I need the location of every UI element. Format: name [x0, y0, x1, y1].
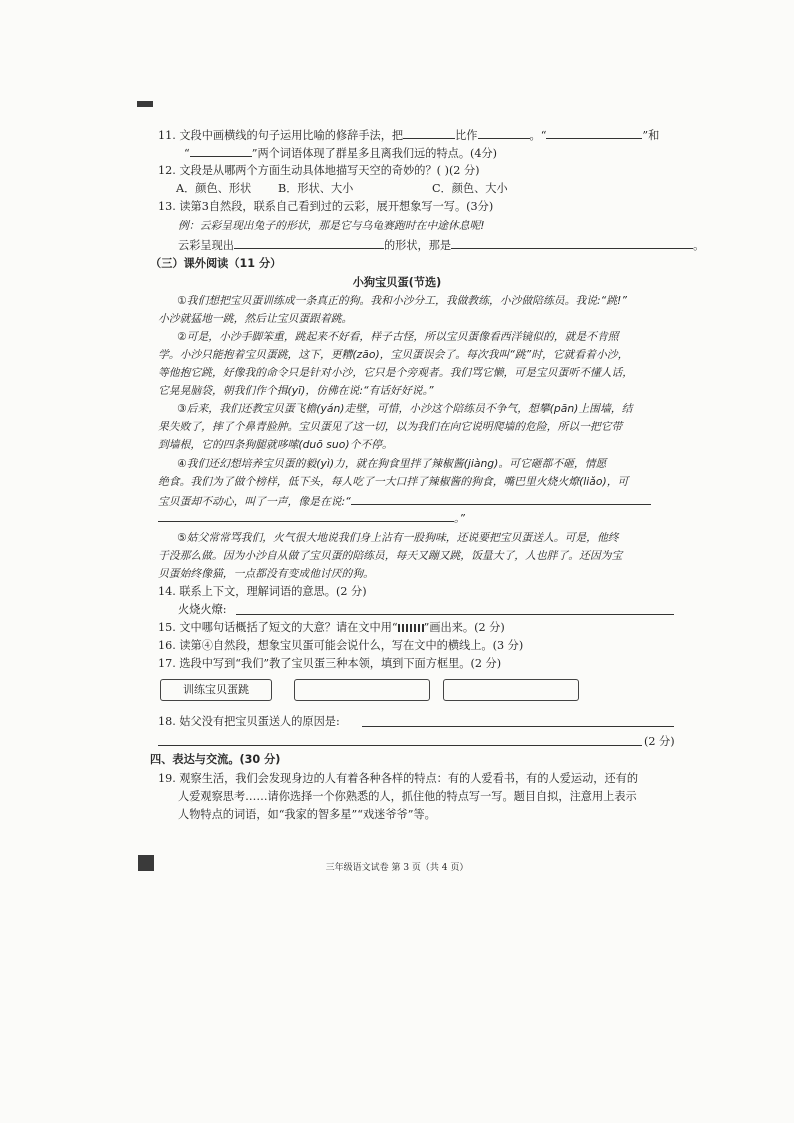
q14-answer-line[interactable] [236, 614, 674, 615]
question-16: 16. 读第④自然段，想象宝贝蛋可能会说什么，写在文中的横线上。(3 分) [158, 639, 524, 652]
passage-p1-line-1: ①我们想把宝贝蛋训练成一条真正的狗。我和小沙分工，我做教练，小沙做陪练员。我说:“跳!” [177, 294, 627, 307]
q18-score: (2 分) [644, 735, 675, 748]
passage-p3-line-2: 果失败了，摔了个鼻青脸肿。宝贝蛋见了这一切，以为我们在向它说明爬墙的危险，所以一把它带 [158, 420, 623, 433]
passage-p3-line-3: 到墙根，它的四条狗腿就哆嗦(duō suo)个不停。 [158, 438, 393, 451]
passage-title: 小狗宝贝蛋(节选) [352, 276, 442, 289]
q17-box-2[interactable] [294, 679, 430, 701]
q18-answer-line-1[interactable] [362, 726, 674, 727]
q14-term: 火烧火燎: [178, 603, 227, 616]
passage-p4-line-1: ④我们还幻想培养宝贝蛋的毅(yì)力，就在狗食里拌了辣椒酱(jiàng)。可它砸都不砸，情愿 [177, 457, 607, 470]
passage-p2-line-2: 学。小沙只能抱着宝贝蛋跳，这下，更糟(zāo)，宝贝蛋误会了。每次我叫“跳”时，它就看着小沙， [158, 348, 629, 361]
q16-answer-blank-2[interactable] [158, 510, 454, 522]
passage-p5-line-3: 贝蛋始终像猫，一点都没有变成他讨厌的狗。 [158, 567, 374, 580]
passage-p4-line-2: 绝食。我们为了做个榜样，低下头，每人吃了一大口拌了辣椒酱的狗食，嘴巴里火烧火燎(liǎo)，可 [158, 475, 629, 488]
q18-answer-line-2[interactable] [158, 745, 642, 746]
passage-p1-line-2: 小沙就猛地一跳，然后让宝贝蛋跟着跳。 [158, 312, 353, 325]
q12-option-b[interactable]: B．形状、大小 [278, 182, 354, 195]
q13-fill-line: 云彩呈现出 的形状，那是 。 [178, 239, 705, 252]
q11-blank-3[interactable] [546, 127, 642, 139]
question-19-line-2: 人爱观察思考……请你选择一个你熟悉的人，抓住他的特点写一写。题目自拟，注意用上表示 [178, 790, 637, 803]
question-12: 12. 文段是从哪两个方面生动具体地描写天空的奇妙的？( )(2 分) [158, 164, 480, 177]
passage-p2-line-3: 等他抱它跳，好像我的命令只是针对小沙，它只是个旁观者。我们骂它懒，可是宝贝蛋听不懂人话， [158, 366, 634, 379]
question-19-line-1: 19. 观察生活，我们会发现身边的人有着各种各样的特点：有的人爱看书，有的人爱运动，还有的 [158, 772, 639, 785]
q11-blank-2[interactable] [478, 127, 530, 139]
q16-answer-blank-1[interactable] [351, 493, 651, 505]
section-4-heading: 四、表达与交流。(30 分) [150, 753, 281, 766]
q13-blank-1[interactable] [234, 237, 384, 249]
question-11-line-2: “ ”两个词语体现了群星多且离我们远的特点。(4分) [184, 147, 498, 160]
section-3-heading: （三）课外阅读（11 分） [150, 257, 282, 270]
q13-example: 例：云彩呈现出兔子的形状，那是它与乌龟赛跑时在中途休息呢! [178, 219, 485, 232]
question-17: 17. 选段中写到“我们”教了宝贝蛋三种本领，填到下面方框里。(2 分) [158, 657, 502, 670]
passage-p2-line-4: 它晃晃脑袋，朝我们作个揖(yī)，仿佛在说:“有话好好说。” [158, 384, 434, 397]
question-14: 14. 联系上下文，理解词语的意思。(2 分) [158, 585, 367, 598]
question-18: 18. 姑父没有把宝贝蛋送人的原因是: [158, 715, 340, 728]
question-19-line-3: 人物特点的词语，如“我家的智多星”“戏迷爷爷”等。 [178, 808, 436, 821]
q12-option-c[interactable]: C．颜色、大小 [432, 182, 508, 195]
wavy-underline-icon [398, 624, 424, 632]
passage-p4-line-4: 。” [158, 510, 465, 527]
q12-option-a[interactable]: A．颜色、形状 [176, 182, 252, 195]
question-11-line-1: 11. 文段中画横线的句子运用比喻的修辞手法，把 比作 。“ ”和 [158, 129, 660, 142]
q11-blank-1[interactable] [403, 127, 455, 139]
q13-blank-2[interactable] [451, 237, 693, 249]
q11-blank-4[interactable] [190, 145, 252, 157]
q17-box-1: 训练宝贝蛋跳 [160, 679, 272, 701]
passage-p4-line-3: 宝贝蛋却不动心，叫了一声，像是在说:“ [158, 493, 651, 510]
question-15: 15. 文中哪句话概括了短文的大意？请在文中用“ ”画出来。(2 分) [158, 621, 505, 634]
page-footer: 三年级语文试卷 第 3 页（共 4 页） [325, 863, 469, 873]
passage-p3-line-1: ③后来，我们还教宝贝蛋飞檐(yán)走壁，可惜，小沙这个陪练员不争气，想攀(pān)上围墙，结 [177, 402, 633, 415]
passage-p5-line-2: 于没那么做。因为小沙自从做了宝贝蛋的陪练员，每天又蹦又跳，饭量大了，人也胖了。还因为宝 [158, 549, 623, 562]
registration-mark-top [137, 101, 153, 107]
question-13: 13. 读第3自然段，联系自己看到过的云彩，展开想象写一写。(3分) [158, 200, 494, 213]
passage-p5-line-1: ⑤姑父常常骂我们，火气很大地说我们身上沾有一股狗味，还说要把宝贝蛋送人。可是，他终 [177, 531, 619, 544]
passage-p2-line-1: ②可是，小沙手脚笨重，跳起来不好看，样子古怪，所以宝贝蛋像看西洋镜似的，就是不肯照 [177, 330, 619, 343]
q17-box-3[interactable] [443, 679, 579, 701]
